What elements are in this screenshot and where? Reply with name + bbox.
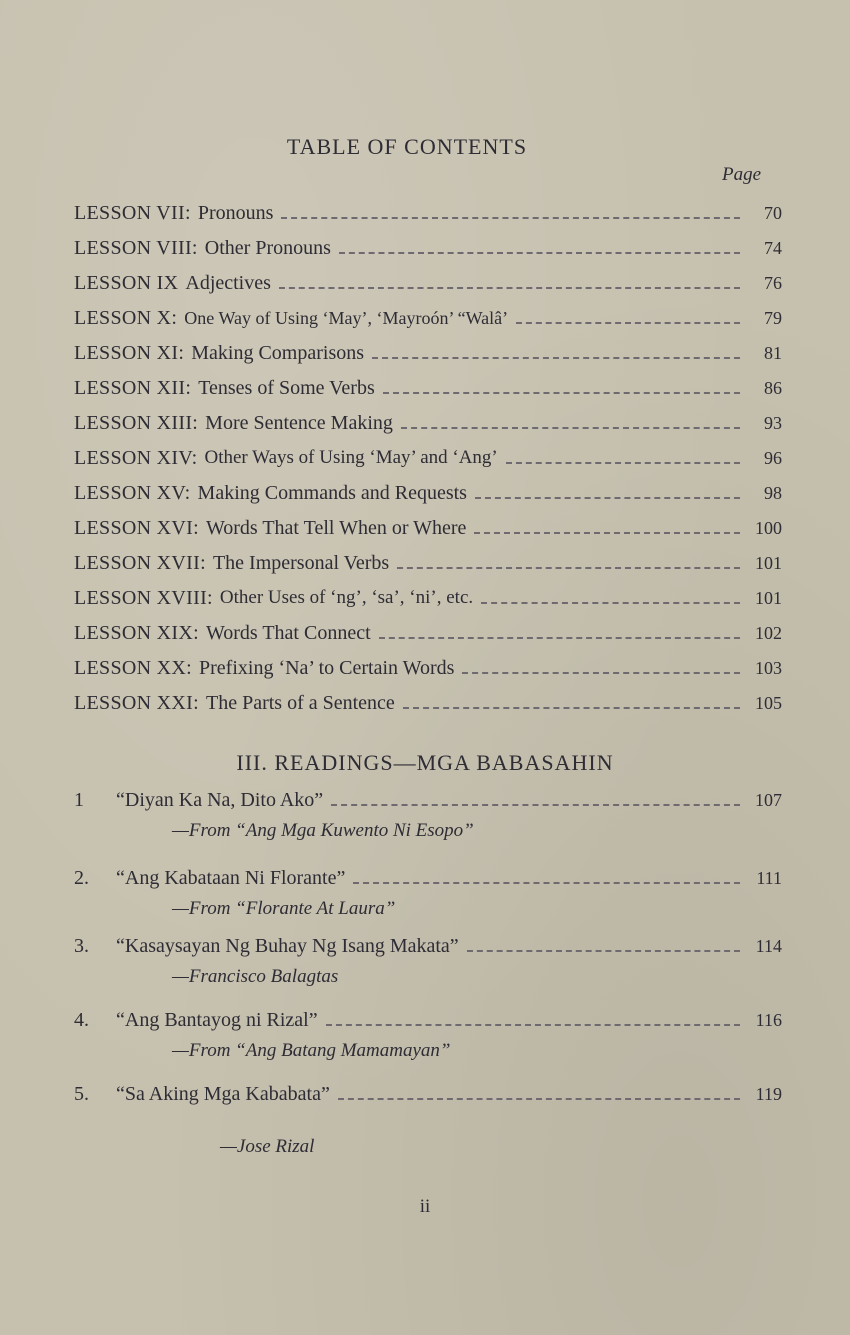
lesson-title: Adjectives [185,271,271,294]
reading-entry [74,784,782,846]
lesson-title: Other Pronouns [204,236,331,259]
toc-entry [74,196,782,230]
page-number: 102 [755,622,782,643]
page-number: 100 [755,517,782,538]
dot-leader [353,882,740,884]
lesson-title: Other Ways of Using ‘May’ and ‘Ang’ [204,447,498,468]
toc-entry [74,581,782,615]
dot-leader [481,602,740,604]
page-number: 105 [755,692,782,713]
reading-entry [74,1078,782,1110]
reading-source: —Francisco Balagtas [172,966,339,987]
page-title: TABLE OF CONTENTS [286,134,528,159]
toc-entry [74,231,782,265]
reading-entry [74,1004,782,1066]
page-number: 81 [764,342,782,363]
reading-title: “Ang Bantayog ni Rizal” [116,1008,318,1031]
dot-leader [403,707,740,709]
dot-leader [467,950,740,952]
lesson-number: LESSON VII: [74,201,191,224]
lesson-number: LESSON XVII: [74,551,206,574]
dot-leader [326,1024,740,1026]
page-number: 74 [764,237,782,258]
reading-number: 5. [74,1082,89,1105]
page-number: 76 [764,272,782,293]
reading-number: 1 [74,788,84,811]
reading-source: —From “Ang Mga Kuwento Ni Esopo” [172,820,474,841]
lesson-number: LESSON XX: [74,656,193,679]
reading-number: 3. [74,934,89,957]
lesson-number: LESSON IX [74,271,179,294]
dot-leader [281,217,740,219]
page-number: 79 [764,307,782,328]
lesson-number: LESSON XVI: [74,516,199,539]
dot-leader [331,804,740,806]
lesson-number: LESSON XV: [74,481,191,504]
page-number: 98 [764,482,782,503]
page-number: 116 [755,1009,782,1030]
lesson-number: LESSON XIV: [74,446,198,469]
lesson-title: The Impersonal Verbs [212,551,390,574]
readings-heading: III. READINGS—MGA BABASAHIN [236,750,614,775]
lesson-title: Pronouns [197,201,274,224]
dot-leader [516,322,740,324]
page-number: 114 [755,935,782,956]
page-number: 101 [755,587,782,608]
reading-title: “Sa Aking Mga Kababata” [116,1082,330,1105]
reading-entry [74,862,782,924]
toc-entry [74,441,782,475]
toc-entry [74,651,782,685]
lesson-title: One Way of Using ‘May’, ‘Mayroón’ “Walâ’ [184,307,509,328]
reading-source: —From “Florante At Laura” [172,898,396,919]
toc-entry [74,266,782,300]
toc-entry [74,301,782,335]
toc-entry [74,686,782,720]
page-number: 70 [764,202,782,223]
page-number: 96 [764,447,782,468]
reading-title: “Kasaysayan Ng Buhay Ng Isang Makata” [116,934,459,957]
lesson-number: LESSON VIII: [74,236,198,259]
dot-leader [339,252,740,254]
lesson-number: LESSON XIII: [74,411,199,434]
toc-entry [74,511,782,545]
lesson-title: Other Uses of ‘ng’, ‘sa’, ‘ni’, etc. [219,587,474,608]
dot-leader [506,462,740,464]
page-folio: ii [419,1196,431,1217]
lesson-title: More Sentence Making [205,411,393,434]
page-number: 93 [764,412,782,433]
lesson-title: Tenses of Some Verbs [198,376,375,399]
lesson-number: LESSON XII: [74,376,192,399]
dot-leader [383,392,740,394]
dot-leader [475,497,740,499]
toc-entry [74,476,782,510]
page-number: 86 [764,377,782,398]
reading-title: “Diyan Ka Na, Dito Ako” [116,788,324,811]
dot-leader [372,357,740,359]
reading-number: 2. [74,866,89,889]
page-number: 107 [755,789,782,810]
lesson-title: The Parts of a Sentence [205,691,395,714]
lesson-title: Words That Tell When or Where [205,516,467,539]
toc-entry [74,616,782,650]
lesson-title: Words That Connect [205,621,371,644]
dot-leader [401,427,740,429]
reading-number: 4. [74,1008,89,1031]
reading-source: —Jose Rizal [220,1136,315,1157]
lesson-number: LESSON XXI: [74,691,199,714]
dot-leader [279,287,740,289]
lesson-number: LESSON X: [74,306,178,329]
dot-leader [379,637,740,639]
lesson-title: Prefixing ‘Na’ to Certain Words [199,656,455,679]
toc-entry [74,546,782,580]
dot-leader [474,532,740,534]
lesson-number: LESSON XI: [74,341,185,364]
dot-leader [338,1098,740,1100]
lesson-number: LESSON XIX: [74,621,199,644]
page-number: 111 [756,867,782,888]
page-number: 101 [755,552,782,573]
dot-leader [397,567,740,569]
lesson-title: Making Comparisons [191,341,365,364]
reading-source: —From “Ang Batang Mamamayan” [172,1040,451,1061]
lesson-number: LESSON XVIII: [74,586,213,609]
toc-entry [74,336,782,370]
toc-entry [74,371,782,405]
page-number: 103 [755,657,782,678]
page-column-label: Page [722,164,762,185]
reading-entry [74,930,782,992]
reading-title: “Ang Kabataan Ni Florante” [116,866,346,889]
dot-leader [462,672,740,674]
lesson-title: Making Commands and Requests [197,481,467,504]
page-number: 119 [755,1083,782,1104]
toc-entry [74,406,782,440]
